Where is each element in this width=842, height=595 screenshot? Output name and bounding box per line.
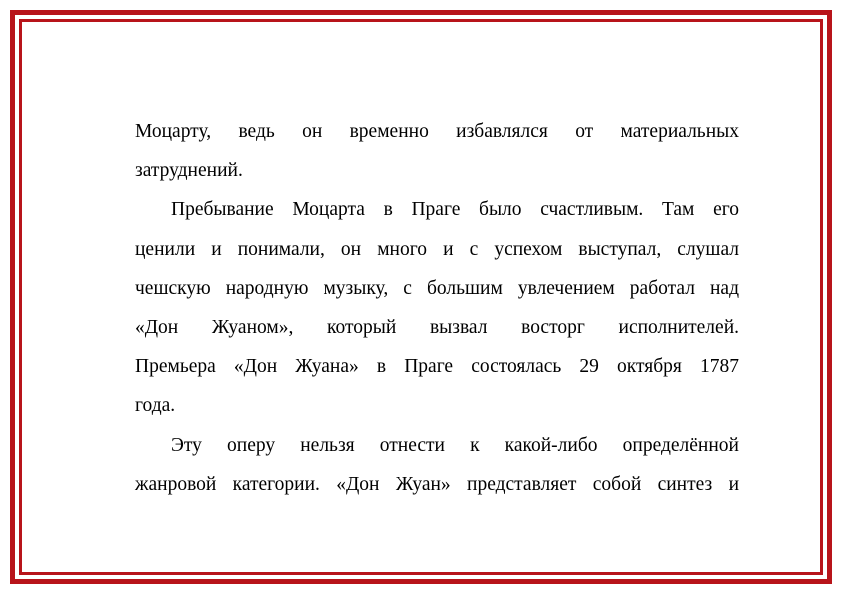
text-line: «Дон Жуаном», который вызвал восторг исполнителей. (135, 316, 739, 338)
text-line: Эту оперу нельзя отнести к какой-либо определённой (171, 434, 739, 456)
text-line: затруднений. (135, 160, 243, 182)
text-line: года. (135, 395, 176, 417)
text-line: ценили и понимали, он много и с успехом выступал, слушал (135, 238, 739, 260)
body-text (135, 112, 739, 504)
text-line: Пребывание Моцарта в Праге было счастливым. Там его (171, 199, 739, 221)
text-line: жанровой категории. «Дон Жуан» представляет собой синтез и (135, 473, 739, 495)
text-line: Моцарту, ведь он временно избавлялся от материальных (135, 121, 739, 142)
text-line: чешскую народную музыку, с большим увлечением работал над (135, 277, 739, 299)
text-line: Премьера «Дон Жуана» в Праге состоялась 29 октября 1787 (135, 356, 739, 378)
